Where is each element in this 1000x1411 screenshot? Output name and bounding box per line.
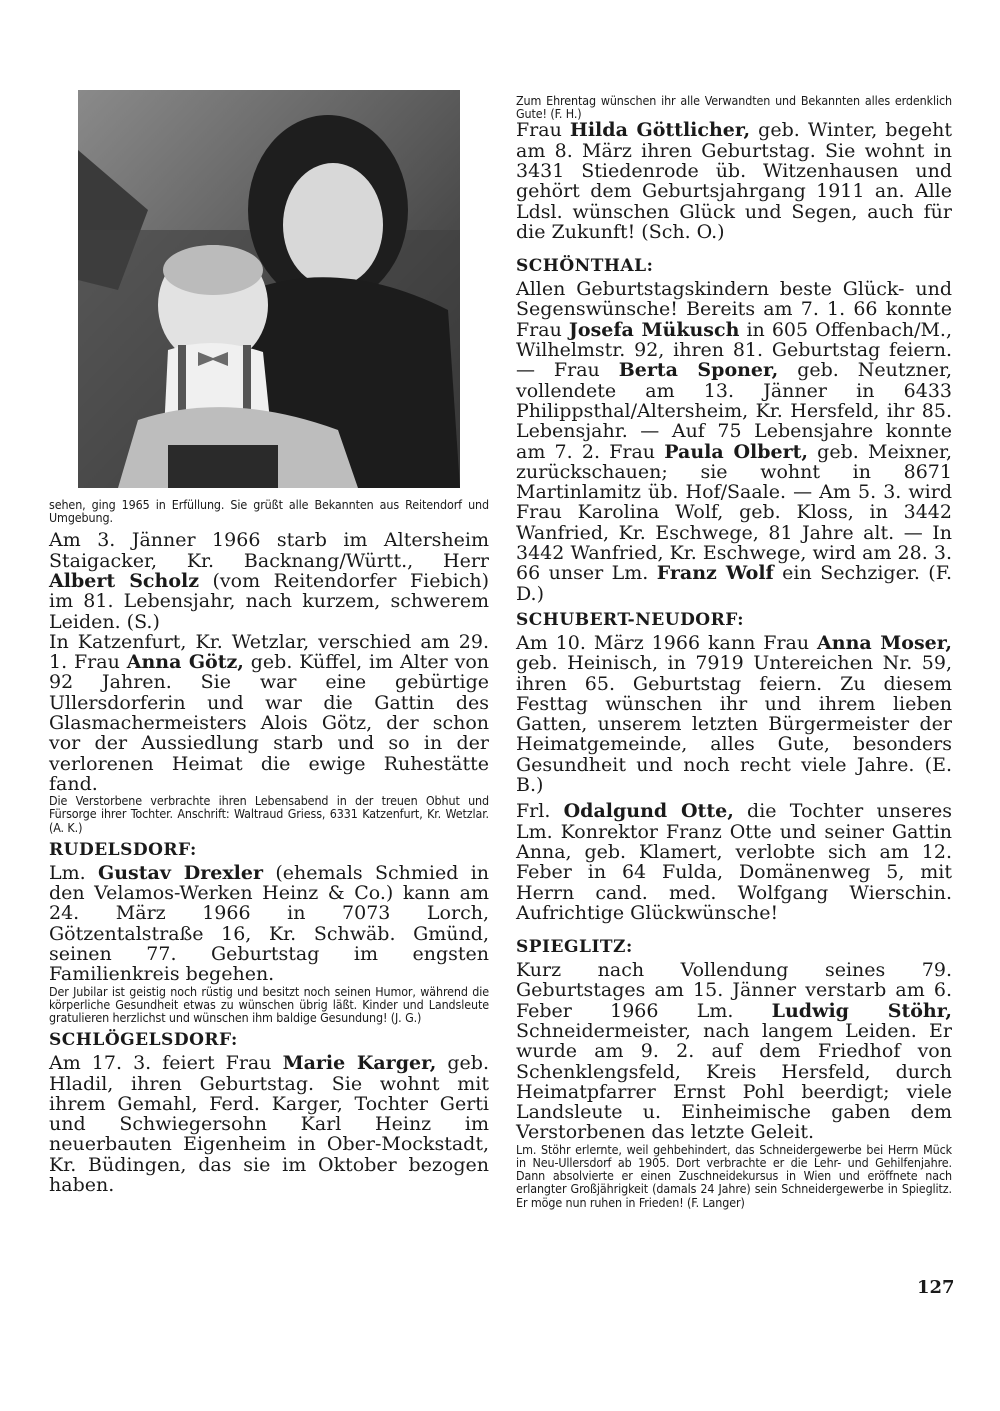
page-number: 127	[917, 1277, 955, 1298]
heading-rudelsdorf: RUDELSDORF:	[49, 839, 197, 860]
name-anna-goetz: Anna Götz,	[126, 651, 244, 674]
name-josefa-muekusch: Josefa Mükusch	[568, 318, 740, 341]
article-moser: Am 10. März 1966 kann Frau Anna Moser, geb. Heinisch, in 7919 Untereichen Nr. 59, ihren 65. Geburtstag feiern. Zu diesem Festtag wünschen ihr und ihrem lieben Gatten, unserem letzten Bürgermeister der Heimatgemeinde, alles Gute, besonders Gesundheit und noch recht viele Jahre. (E. B.)	[516, 631, 952, 797]
name-albert-scholz: Albert Scholz	[49, 570, 199, 592]
heading-schloegelsdorf: SCHLÖGELSDORF:	[49, 1030, 238, 1051]
portrait-photo	[78, 90, 460, 488]
heading-spieglitz: SPIEGLITZ:	[516, 937, 633, 958]
left-column	[49, 498, 489, 1195]
name-marie-karger: Marie Karger,	[282, 1052, 437, 1075]
article-stoehr: Kurz nach Vollendung seines 79. Geburtstages am 15. Jänner verstarb am 6. Feber 1966 Lm. Ludwig Stöhr, Schneidermeister, nach langem Leiden. Er wurde am 9. 2. auf dem Friedhof von Schenklengsfeld, Kreis Hersfeld, durch Heimatpfarrer Ernst Pohl beerdigt; viele Landsleute u. Einheimische gaben dem Verstorbenen das letzte Geleit.	[516, 959, 952, 1144]
note-intro: Zum Ehrentag wünschen ihr alle Verwandten und Bekannten alles erdenklich Gute! (F. H.)	[516, 93, 952, 122]
name-franz-wolf: Franz Wolf	[656, 562, 774, 585]
article-karger: Am 17. 3. feiert Frau Marie Karger, geb. Hladil, ihren Geburtstag. Sie wohnt mit ihrem Gemahl, Ferd. Karger, Tochter Gerti und Schwiegersohn Karl Heinz im neuerbauten Eigenheim in Ober-Mockstadt, Kr. Büdingen, das sie im Oktober bezogen haben.	[49, 1052, 489, 1197]
note-drexler: Der Jubilar ist geistig noch rüstig und besitzt noch seinen Humor, während die körperliche Gesundheit etwas zu wünschen übrig läßt. Kinder und Landsleute gratulieren herzlichst und wünschen ihm baldige Gesundung! (J. G.)	[49, 983, 489, 1026]
photo-portrait-image	[78, 90, 460, 488]
photo-caption-end: sehen, ging 1965 in Erfüllung. Sie grüßt alle Bekannten aus Reitendorf und Umgebung.	[49, 497, 489, 526]
article-schoenthal: Allen Geburtstagskindern beste Glück- und Segenswünsche! Bereits am 7. 1. 66 konnte Frau Josefa Mükusch in 605 Offenbach/M., Wilhelmstr. 92, ihren 81. Geburtstag feiern. — Frau Berta Sponer, geb. Neutzner, vollendete am 13. Jänner in 6433 Philippsthal/Altersheim, Kr. Hersfeld, ihr 85. Lebensjahr. — Auf 75 Lebensjahre konnte am 7. 2. Frau Paula Olbert, geb. Meixner, zurückschauen; sie wohnt in 8671 Martinlamitz üb. Hof/Saale. — Am 5. 3. wird Frau Karolina Wolf, geb. Kloss, in 3442 Wanfried, Kr. Eschwege, 81 Jahre alt. — In 3442 Wanfried, Kr. Eschwege, wird am 28. 3. 66 unser Lm. Franz Wolf ein Sechziger. (F. D.)	[516, 278, 953, 605]
name-ludwig-stoehr: Ludwig Stöhr,	[771, 999, 952, 1022]
name-anna-moser: Anna Moser,	[817, 631, 952, 654]
right-column	[516, 94, 952, 1209]
article-scholz: Am 3. Jänner 1966 starb im Altersheim Staigacker, Kr. Backnang/Württ., Herr Albert Scholz (vom Reitendorfer Fiebich) im 81. Lebensjahr, nach kurzem, schwerem Leiden. (S.)	[49, 529, 489, 633]
name-hilda-goettlicher: Hilda Göttlicher,	[569, 119, 751, 142]
article-otte: Frl. Odalgund Otte, die Tochter unseres Lm. Konrektor Franz Otte und seiner Gattin Anna, geb. Klamert, verlobte sich am 12. Feber in 64 Fulda, Domänenweg 5, mit Herrn cand. med. Wolfgang Wierschin. Aufrichtige Glückwünsche!	[516, 800, 953, 924]
name-paula-olbert: Paula Olbert,	[664, 440, 808, 463]
article-drexler: Lm. Gustav Drexler (ehemals Schmied in den Velamos-Werken Heinz & Co.) kann am 24. März 1966 in 7073 Lorch, Götzentalstraße 16, Kr. Schwäb. Gmünd, seinen 77. Geburtstag im engsten Familienkreis begehen.	[49, 861, 490, 986]
name-berta-sponer: Berta Sponer,	[618, 359, 779, 382]
name-odalgund-otte: Odalgund Otte,	[563, 800, 734, 823]
article-goetz: In Katzenfurt, Kr. Wetzlar, verschied am 29. 1. Frau Anna Götz, geb. Küffel, im Alter von 92 Jahren. Sie war eine gebürtige Ullersdorferin und war die Gattin des Glasmachermeisters Alois Götz, der schon vor der Aussiedlung starb und so in der verlorenen Heimat die ewige Ruhestätte fand.	[49, 630, 489, 795]
heading-schubert-neudorf: SCHUBERT-NEUDORF:	[516, 609, 744, 630]
heading-schoenthal: SCHÖNTHAL:	[516, 256, 654, 277]
note-stoehr: Lm. Stöhr erlernte, weil gehbehindert, das Schneidergewerbe bei Herrn Mück in Neu-Ullersdorf ab 1905. Dort verbrachte er die Lehr- und Gehilfenjahre. Dann absolvierte er einen Zuschneidekursus in Wien und eröffnete nach erlangter Großjährigkeit (damals 24 Jahre) sein Schneidergewerbe in Spieglitz. Er möge nun ruhen in Frieden! (F. Langer)	[516, 1141, 952, 1210]
article-goettlicher: Frau Hilda Göttlicher, geb. Winter, begeht am 8. März ihren Geburtstag. Sie wohnt in 3431 Stiedenrode üb. Witzenhausen und gehört dem Geburtsjahrgang 1911 an. Alle Ldsl. wünschen Glück und Segen, auch für die Zukunft! (Sch. O.)	[516, 119, 952, 243]
name-gustav-drexler: Gustav Drexler	[98, 861, 264, 884]
note-goetz: Die Verstorbene verbrachte ihren Lebensabend in der treuen Obhut und Fürsorge ihrer Tochter. Anschrift: Waltraud Griess, 6331 Katzenfurt, Kr. Wetzlar. (A. K.)	[49, 793, 489, 835]
